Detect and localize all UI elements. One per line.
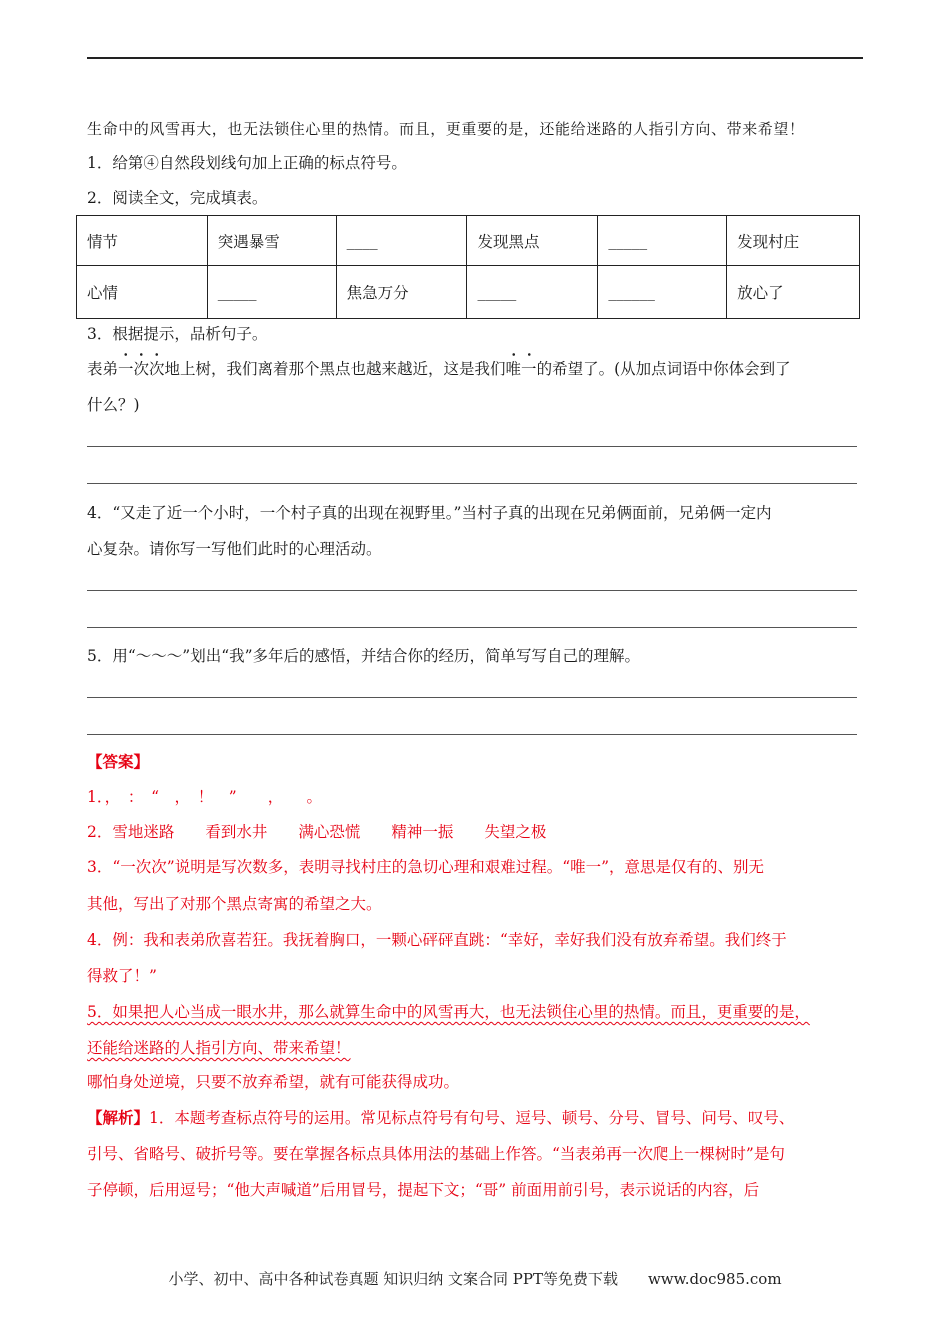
analysis-text: 1．本题考查标点符号的运用。常见标点符号有句号、逗号、顿号、分号、冒号、问号、叹号、 [149,1109,795,1127]
table-blank[interactable]: _____ [467,266,598,319]
answer-line[interactable] [87,483,857,484]
question-5: 5．用“～～～”划出“我”多年后的感悟，并结合你的经历，简单写写自己的理解。 [87,647,641,665]
question-2: 2．阅读全文，完成填表。 [87,189,268,207]
answer-header: 【答案】 [87,752,150,771]
answer-3: 3．“一次次”说明是写次数多，表明寻找村庄的急切心理和艰难过程。“唯一”，意思是仅有的、别无 [87,858,765,876]
table-cell: 放心了 [727,266,860,319]
question-1: 1．给第④自然段划线句加上正确的标点符号。 [87,154,407,172]
table-blank[interactable]: _____ [207,266,336,319]
question-3-sentence-end: 什么？) [87,396,140,414]
question-4-cont: 心复杂。请你写一写他们此时的心理活动。 [87,540,382,558]
answer-5-reflection: 哪怕身处逆境，只要不放弃希望，就有可能获得成功。 [87,1073,460,1091]
question-4: 4．“又走了近一个小时，一个村子真的出现在视野里。”当村子真的出现在兄弟俩面前，兄弟俩一定内 [87,504,772,522]
text-segment: 的希望了。(从加点词语中你体会到了 [536,360,791,378]
answer-line[interactable] [87,734,857,735]
answer-5-cont [87,1037,351,1059]
page-footer: 小学、初中、高中各种试卷真题 知识归纳 文案合同 PPT等免费下载 www.doc985.com [168,1270,782,1288]
table-blank[interactable]: ____ [336,216,467,266]
analysis-label: 【解析】 [87,1108,150,1127]
table-row [77,266,860,319]
question-3-sentence [87,358,791,380]
answer-1: 1．， ： “ ， ！ ” ， 。 [87,788,322,806]
answer-2: 2．雪地迷路 看到水井 满心恐慌 精神一振 失望之极 [87,823,547,841]
text-segment: 地上树，我们离着那个黑点也越来越近，这是我们 [164,360,506,378]
dotted-word: 一次次 [118,360,165,378]
wavy-underlined-text: 5．如果把人心当成一眼水井，那么就算生命中的风雪再大，也无法锁住心里的热情。而且，更重要的是， [87,1003,810,1021]
answer-line[interactable] [87,697,857,698]
answer-4: 4．例：我和表弟欣喜若狂。我抚着胸口，一颗心砰砰直跳：“幸好，幸好我们没有放弃希望。我们终于 [87,931,787,949]
table-cell: 焦急万分 [336,266,467,319]
table-blank[interactable]: _____ [598,216,727,266]
table-cell: 心情 [77,266,208,319]
question-3-heading: 3．根据提示，品析句子。 [87,325,268,343]
table-blank[interactable]: ______ [598,266,727,319]
header-rule [87,57,863,59]
answer-line[interactable] [87,590,857,591]
answer-line[interactable] [87,627,857,628]
table-cell: 情节 [77,216,208,266]
analysis-3: 子停顿，后用逗号；“他大声喊道”后用冒号，提起下文；“哥” 前面用前引号，表示说话的内容，后 [87,1181,760,1199]
answer-line[interactable] [87,446,857,447]
table-cell: 发现村庄 [727,216,860,266]
analysis-2: 引号、省略号、破折号等。要在掌握各标点具体用法的基础上作答。“当表弟再一次爬上一棵树时”是句 [87,1145,785,1163]
dotted-word: 唯一 [505,360,537,378]
fill-in-table [76,215,860,319]
table-row [77,216,860,266]
answer-3-cont: 其他，写出了对那个黑点寄寓的希望之大。 [87,895,382,913]
analysis-1 [87,1107,794,1129]
passage-last-line: 生命中的风雪再大，也无法锁住心里的热情。而且，更重要的是，还能给迷路的人指引方向、带来希望！ [87,120,805,138]
table-cell: 发现黑点 [467,216,598,266]
wavy-underlined-text: 还能给迷路的人指引方向、带来希望！ [87,1039,351,1057]
table-cell: 突遇暴雪 [207,216,336,266]
answer-5 [87,1001,810,1023]
text-segment: 表弟 [87,360,119,378]
answer-4-cont: 得救了！” [87,967,157,985]
